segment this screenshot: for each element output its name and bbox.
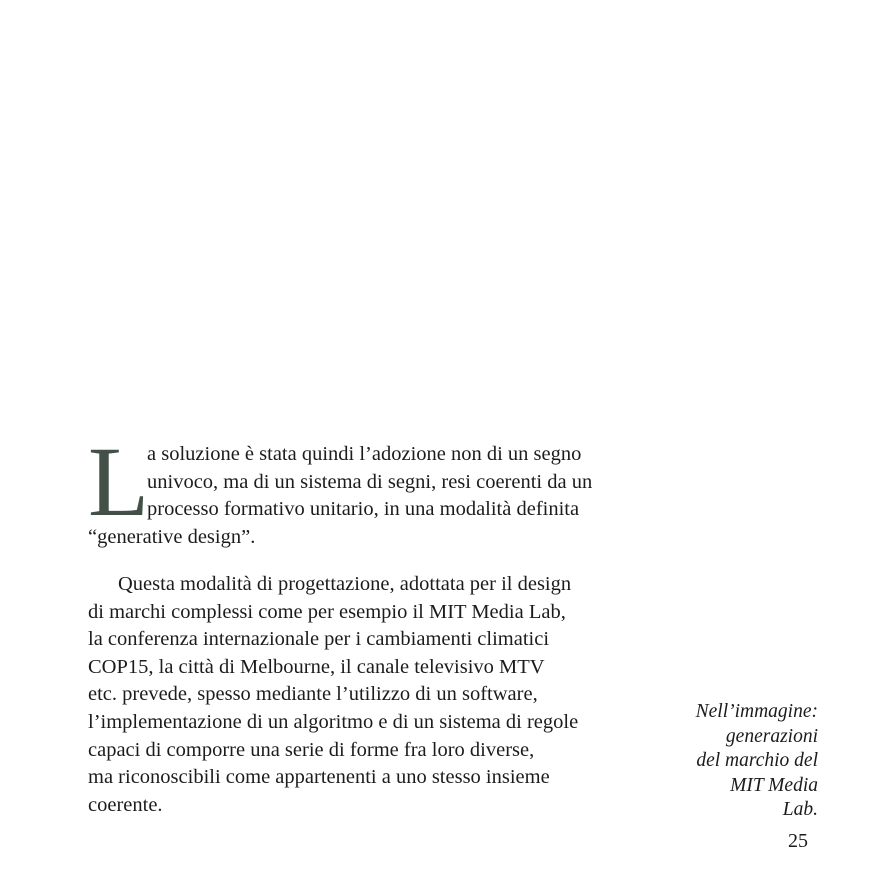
text-line: processo formativo unitario, in una modalità definita: [147, 498, 580, 521]
text-line: di marchi complessi come per esempio il MIT Media Lab,: [88, 600, 566, 623]
text-line: univoco, ma di un sistema di segni, resi coerenti da un: [147, 470, 593, 493]
text-line: capaci di comporre una serie di forme fra loro diverse,: [88, 738, 535, 761]
caption-line: Lab.: [782, 799, 818, 820]
body-text: [88, 426, 658, 819]
text-line: coerente.: [88, 793, 163, 816]
page-number: 25: [788, 830, 808, 852]
caption-line: Nell’immagine:: [695, 701, 818, 722]
text-line: “generative design”.: [88, 525, 256, 548]
image-caption: [658, 700, 818, 823]
text-line: l’implementazione di un algoritmo e di un sistema di regole: [88, 710, 579, 733]
caption-line: generazioni: [725, 725, 818, 747]
caption-line: del marchio del: [696, 750, 818, 771]
text-line: ma riconoscibili come appartenenti a uno stesso insieme: [88, 766, 550, 789]
paragraph-1: [88, 426, 658, 551]
drop-cap: L: [88, 426, 150, 537]
text-line: etc. prevede, spesso mediante l’utilizzo di un software,: [88, 683, 538, 706]
text-line: la conferenza internazionale per i cambiamenti climatici: [88, 628, 550, 651]
text-line: a soluzione è stata quindi l’adozione non di un segno: [147, 443, 582, 465]
text-line: Questa modalità di progettazione, adottata per il design: [118, 573, 572, 595]
paragraph-2: [88, 571, 658, 819]
caption-line: MIT Media: [730, 774, 818, 796]
text-line: COP15, la città di Melbourne, il canale televisivo MTV: [88, 655, 545, 678]
